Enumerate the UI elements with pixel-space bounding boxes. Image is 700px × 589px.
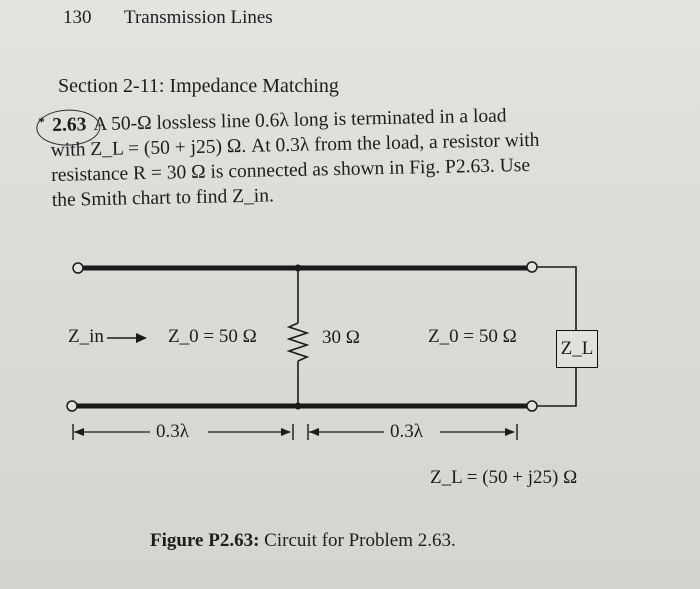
problem-number: * 2.63	[50, 114, 93, 136]
z0-right-label: Z_0 = 50 Ω	[428, 326, 517, 347]
length-right-label: 0.3λ	[390, 421, 423, 442]
dim-left-arrow-b	[281, 428, 291, 436]
zin-arrow-head	[136, 333, 147, 343]
dim-right-arrow-b	[505, 428, 515, 436]
zl-value-label: Z_L = (50 + j25) Ω	[430, 467, 578, 488]
figure-caption	[150, 530, 456, 552]
figure-caption-text: Circuit for Problem 2.63.	[264, 530, 456, 551]
zin-label: Z_in	[68, 326, 104, 347]
junction-dot-bottom	[295, 403, 302, 410]
load-wire-bottom	[532, 367, 576, 406]
page-number: 130	[63, 7, 92, 28]
problem-line-3: resistance R = 30 Ω is connected as shown in Fig. P2.63. Use	[51, 154, 531, 186]
problem-line-2: with Z_L = (50 + j25) Ω. At 0.3λ from the load, a resistor with	[50, 129, 540, 161]
input-terminal-bottom	[67, 401, 77, 411]
dim-left-arrow-a	[74, 428, 84, 436]
load-wire-top	[532, 267, 576, 330]
length-left-label: 0.3λ	[156, 421, 189, 442]
load-terminal-bottom	[527, 401, 537, 411]
load-terminal-top	[527, 262, 537, 272]
junction-dot-top	[295, 265, 302, 272]
resistor-symbol	[289, 323, 307, 361]
problem-text-1: A 50-Ω lossless line 0.6λ long is terminated in a load	[93, 105, 507, 136]
input-terminal-top	[73, 263, 83, 273]
section-heading: Section 2-11: Impedance Matching	[58, 75, 339, 97]
problem-line-4: the Smith chart to find Z_in.	[51, 185, 275, 211]
resistor-label: 30 Ω	[322, 327, 360, 348]
dim-right-arrow-a	[309, 428, 319, 436]
problem-star: *	[38, 114, 45, 130]
load-box	[556, 330, 598, 368]
load-label: Z_L	[560, 338, 594, 359]
z0-left-label: Z_0 = 50 Ω	[168, 326, 257, 347]
figure-label: Figure P2.63:	[150, 530, 260, 551]
running-header: Transmission Lines	[124, 7, 273, 28]
